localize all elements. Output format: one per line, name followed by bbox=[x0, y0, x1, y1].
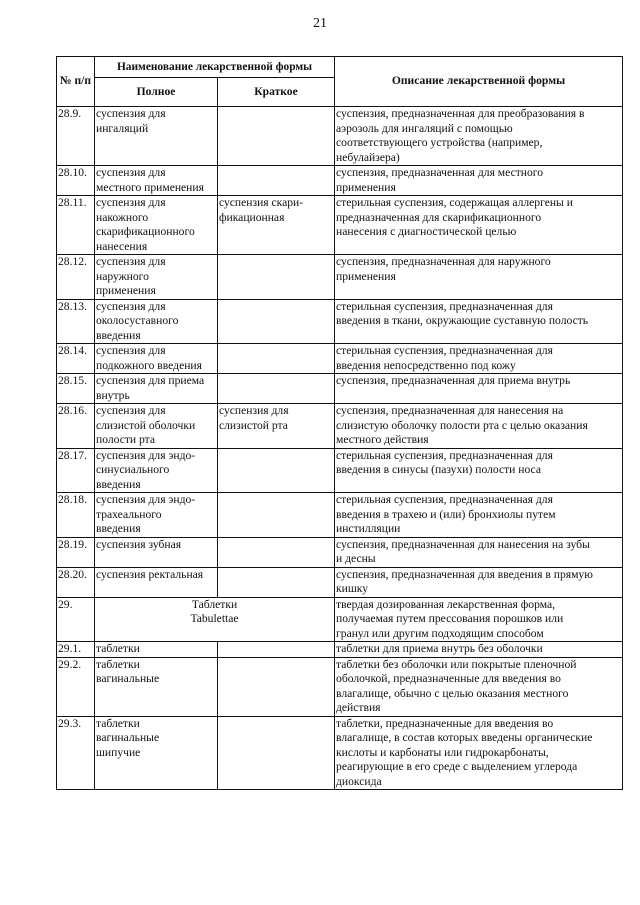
full-name-cell-line: введения bbox=[96, 328, 141, 342]
description-cell-line: стерильная суспензия, предназначенная для bbox=[336, 299, 553, 313]
full-name-cell-line: суспензия для bbox=[96, 255, 166, 268]
description-cell-line: введения в синусы (пазухи) полости носа bbox=[336, 463, 541, 476]
short-name-cell bbox=[218, 299, 335, 344]
table-row bbox=[57, 657, 623, 716]
description-cell-line: суспензия, предназначенная для введения в прямую bbox=[336, 567, 593, 581]
full-name-cell bbox=[95, 196, 218, 255]
full-name-cell bbox=[95, 567, 218, 597]
row-number: 28.12. bbox=[57, 255, 95, 300]
merged-name-cell-line: Таблетки bbox=[191, 597, 238, 611]
table-row bbox=[57, 196, 623, 255]
full-name-cell-line: суспензия зубная bbox=[96, 537, 182, 551]
table-row bbox=[57, 567, 623, 597]
row-number: 28.9. bbox=[57, 107, 95, 166]
full-name-cell bbox=[95, 166, 218, 196]
description-cell-line: введения в ткани, окружающие суставную полость bbox=[336, 314, 589, 327]
row-number: 28.15. bbox=[57, 374, 95, 404]
header-description: Описание лекарственной формы bbox=[335, 57, 623, 107]
short-name-cell-line: суспензия для bbox=[219, 404, 289, 417]
table-row bbox=[57, 299, 623, 344]
short-name-cell bbox=[218, 166, 335, 196]
row-number: 28.13. bbox=[57, 299, 95, 344]
table-row bbox=[57, 716, 623, 790]
short-name-cell-line: суспензия скари- bbox=[219, 196, 304, 209]
row-number: 28.11. bbox=[57, 196, 95, 255]
full-name-cell-line: слизистой оболочки bbox=[96, 418, 196, 432]
description-cell bbox=[335, 196, 623, 255]
short-name-cell-line: фикационная bbox=[219, 210, 285, 224]
short-name-cell bbox=[218, 537, 335, 567]
full-name-cell-line: внутрь bbox=[96, 388, 130, 402]
description-cell-line: оболочкой, предназначенные для введения во bbox=[336, 672, 561, 685]
description-cell bbox=[335, 537, 623, 567]
description-cell-line: введения непосредственно под кожу bbox=[336, 358, 516, 372]
short-name-cell-line: слизистой рта bbox=[219, 418, 288, 432]
row-number: 28.16. bbox=[57, 404, 95, 449]
row-number: 29.3. bbox=[57, 716, 95, 790]
table-row bbox=[57, 493, 623, 538]
full-name-cell-line: вагинальные bbox=[96, 731, 160, 744]
table-row bbox=[57, 537, 623, 567]
full-name-cell-line: нанесения bbox=[96, 239, 148, 253]
description-cell-line: стерильная суспензия, предназначенная для bbox=[336, 493, 553, 506]
full-name-cell-line: ингаляций bbox=[96, 121, 149, 135]
description-cell-line: небулайзера) bbox=[336, 150, 400, 164]
table-row bbox=[57, 374, 623, 404]
merged-name-cell-line: Tabulettae bbox=[190, 612, 239, 625]
description-cell-line: суспензия, предназначенная для приема внутрь bbox=[336, 374, 571, 387]
description-cell bbox=[335, 657, 623, 716]
row-number: 29.1. bbox=[57, 642, 95, 658]
full-name-cell bbox=[95, 374, 218, 404]
description-cell-line: таблетки, предназначенные для введения во bbox=[336, 716, 554, 730]
description-cell-line: суспензия, предназначенная для нанесения на зубы bbox=[336, 537, 590, 551]
description-cell-line: таблетки для приема внутрь без оболочки bbox=[336, 642, 543, 655]
description-cell bbox=[335, 404, 623, 449]
header-name-group: Наименование лекарственной формы bbox=[95, 57, 335, 78]
short-name-cell bbox=[218, 567, 335, 597]
description-cell-line: влагалище, в состав которых введены органические bbox=[336, 731, 593, 744]
full-name-cell-line: скарификационного bbox=[96, 225, 195, 238]
short-name-cell bbox=[218, 404, 335, 449]
page-number: 21 bbox=[313, 16, 327, 31]
description-cell bbox=[335, 374, 623, 404]
header-number: № п/п bbox=[57, 57, 95, 107]
description-cell bbox=[335, 299, 623, 344]
description-cell-line: местного действия bbox=[336, 433, 429, 446]
short-name-cell bbox=[218, 642, 335, 658]
full-name-cell bbox=[95, 107, 218, 166]
description-cell bbox=[335, 166, 623, 196]
description-cell bbox=[335, 344, 623, 374]
full-name-cell-line: суспензия для bbox=[96, 107, 166, 120]
header-short: Краткое bbox=[218, 78, 335, 107]
full-name-cell-line: суспензия для эндо- bbox=[96, 493, 196, 506]
table-row bbox=[57, 404, 623, 449]
full-name-cell bbox=[95, 493, 218, 538]
full-name-cell-line: суспензия для bbox=[96, 196, 166, 209]
short-name-cell bbox=[218, 448, 335, 493]
description-cell-line: соответствующего устройства (например, bbox=[336, 136, 543, 149]
full-name-cell-line: накожного bbox=[96, 210, 149, 224]
row-number: 28.19. bbox=[57, 537, 95, 567]
description-cell-line: кишку bbox=[336, 582, 369, 595]
full-name-cell-line: шипучие bbox=[96, 745, 141, 759]
row-number: 28.18. bbox=[57, 493, 95, 538]
table-row bbox=[57, 448, 623, 493]
full-name-cell bbox=[95, 642, 218, 658]
full-name-cell bbox=[95, 537, 218, 567]
description-cell-line: кислоты и карбонаты или гидрокарбонаты, bbox=[336, 745, 549, 759]
description-cell bbox=[335, 567, 623, 597]
full-name-cell-line: суспензия для bbox=[96, 404, 166, 417]
table-row bbox=[57, 166, 623, 196]
description-cell-line: стерильная суспензия, предназначенная для bbox=[336, 344, 553, 357]
description-cell-line: получаемая путем прессования порошков или bbox=[336, 612, 564, 625]
row-number: 28.20. bbox=[57, 567, 95, 597]
header-full: Полное bbox=[95, 78, 218, 107]
full-name-cell bbox=[95, 716, 218, 790]
full-name-cell-line: суспензия для приема bbox=[96, 374, 205, 387]
description-cell-line: твердая дозированная лекарственная форма, bbox=[336, 597, 555, 611]
full-name-cell-line: синусиального bbox=[96, 463, 170, 476]
full-name-cell-line: полости рта bbox=[96, 433, 156, 446]
table-row bbox=[57, 597, 623, 642]
description-cell-line: инстилляции bbox=[336, 522, 401, 535]
full-name-cell-line: подкожного введения bbox=[96, 358, 202, 372]
full-name-cell-line: таблетки bbox=[96, 642, 140, 655]
description-cell-line: суспензия, предназначенная для наружного bbox=[336, 255, 551, 268]
description-cell-line: суспензия, предназначенная для нанесения на bbox=[336, 404, 564, 417]
description-cell bbox=[335, 255, 623, 300]
dosage-forms-table bbox=[56, 56, 623, 790]
short-name-cell bbox=[218, 374, 335, 404]
full-name-cell-line: введения bbox=[96, 522, 141, 535]
description-cell-line: таблетки без оболочки или покрытые пленочной bbox=[336, 657, 577, 671]
row-number: 28.17. bbox=[57, 448, 95, 493]
description-cell-line: диоксида bbox=[336, 774, 382, 788]
full-name-cell bbox=[95, 344, 218, 374]
description-cell-line: действия bbox=[336, 701, 381, 714]
full-name-cell bbox=[95, 404, 218, 449]
description-cell bbox=[335, 493, 623, 538]
table-row bbox=[57, 255, 623, 300]
full-name-cell-line: наружного bbox=[96, 269, 149, 283]
description-cell bbox=[335, 448, 623, 493]
full-name-cell-line: околосуставного bbox=[96, 314, 179, 327]
description-cell-line: суспензия, предназначенная для преобразования в bbox=[336, 107, 585, 120]
description-cell bbox=[335, 642, 623, 658]
full-name-cell bbox=[95, 299, 218, 344]
full-name-cell-line: трахеального bbox=[96, 507, 162, 521]
description-cell-line: применения bbox=[336, 180, 396, 194]
full-name-cell-line: суспензия для bbox=[96, 299, 166, 313]
full-name-cell-line: вагинальные bbox=[96, 672, 160, 685]
short-name-cell bbox=[218, 255, 335, 300]
full-name-cell-line: таблетки bbox=[96, 657, 140, 671]
short-name-cell bbox=[218, 716, 335, 790]
full-name-cell-line: введения bbox=[96, 477, 141, 491]
description-cell-line: аэрозоль для ингаляций с помощью bbox=[336, 121, 513, 135]
full-name-cell-line: местного применения bbox=[96, 180, 204, 194]
short-name-cell bbox=[218, 657, 335, 716]
table-row bbox=[57, 107, 623, 166]
description-cell-line: введения в трахею и (или) бронхиолы путем bbox=[336, 507, 556, 521]
full-name-cell-line: суспензия для эндо- bbox=[96, 448, 196, 462]
table-row bbox=[57, 344, 623, 374]
short-name-cell bbox=[218, 344, 335, 374]
description-cell bbox=[335, 716, 623, 790]
full-name-cell bbox=[95, 657, 218, 716]
description-cell-line: реагирующие в его среде с выделением углерода bbox=[336, 760, 578, 773]
description-cell-line: гранул или другим подходящим способом bbox=[336, 626, 544, 640]
short-name-cell bbox=[218, 196, 335, 255]
short-name-cell bbox=[218, 107, 335, 166]
description-cell-line: применения bbox=[336, 269, 396, 283]
full-name-cell-line: суспензия ректальная bbox=[96, 567, 204, 581]
row-number: 29.2. bbox=[57, 657, 95, 716]
description-cell-line: стерильная суспензия, содержащая аллергены и bbox=[336, 196, 573, 209]
row-number: 28.10. bbox=[57, 166, 95, 196]
description-cell-line: и десны bbox=[336, 552, 376, 565]
description-cell-line: слизистую оболочку полости рта с целью оказания bbox=[336, 418, 588, 432]
row-number: 29. bbox=[57, 597, 95, 642]
full-name-cell-line: суспензия для bbox=[96, 344, 166, 357]
table-row bbox=[57, 642, 623, 658]
full-name-cell bbox=[95, 255, 218, 300]
description-cell-line: нанесения с диагностической целью bbox=[336, 225, 517, 238]
description-cell-line: стерильная суспензия, предназначенная для bbox=[336, 448, 553, 462]
description-cell-line: влагалище, обычно с целью оказания местного bbox=[336, 686, 569, 700]
table-body bbox=[57, 107, 623, 790]
merged-name-cell bbox=[95, 597, 335, 642]
full-name-cell-line: применения bbox=[96, 284, 156, 297]
row-number: 28.14. bbox=[57, 344, 95, 374]
description-cell-line: суспензия, предназначенная для местного bbox=[336, 166, 544, 179]
full-name-cell-line: таблетки bbox=[96, 716, 140, 730]
full-name-cell bbox=[95, 448, 218, 493]
full-name-cell-line: суспензия для bbox=[96, 166, 166, 179]
description-cell bbox=[335, 597, 623, 642]
description-cell-line: предназначенная для скарификационного bbox=[336, 210, 542, 224]
short-name-cell bbox=[218, 493, 335, 538]
description-cell bbox=[335, 107, 623, 166]
